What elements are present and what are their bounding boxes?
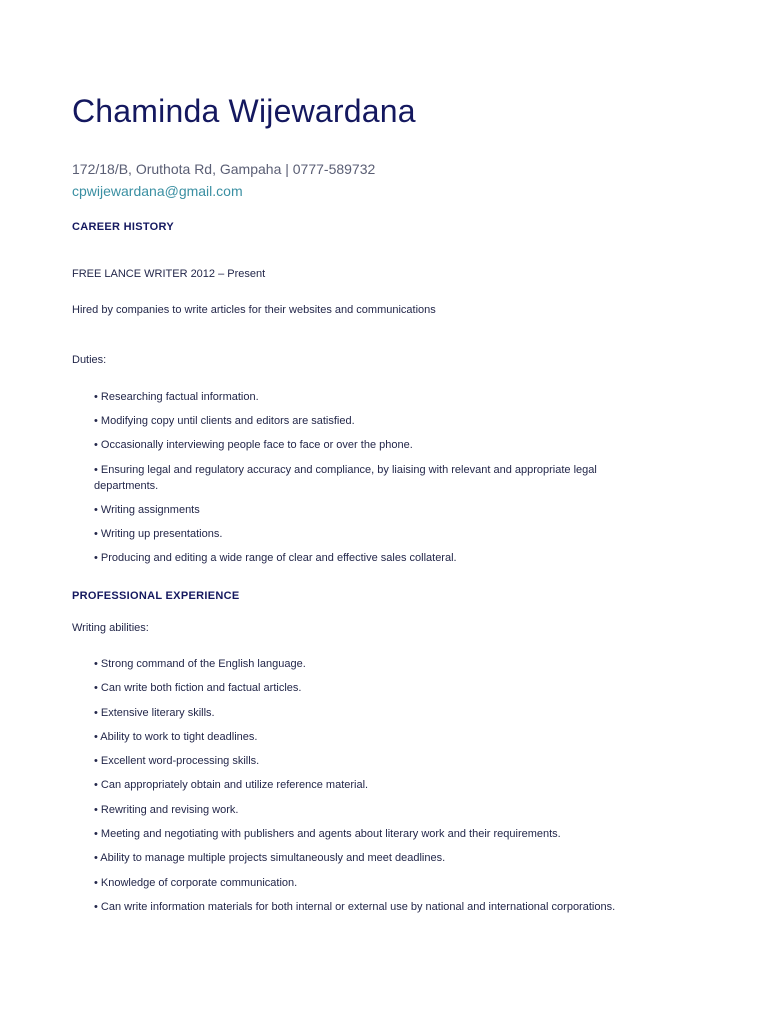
professional-experience-heading: PROFESSIONAL EXPERIENCE bbox=[72, 590, 240, 602]
list-item: • Knowledge of corporate communication. bbox=[94, 876, 298, 889]
abilities-list bbox=[94, 656, 654, 923]
contact-address-phone: 172/18/B, Oruthota Rd, Gampaha | 0777-589732 bbox=[72, 161, 376, 177]
list-item: • Can appropriately obtain and utilize reference material. bbox=[94, 779, 369, 792]
list-item: • Ability to work to tight deadlines. bbox=[94, 730, 258, 743]
career-history-heading: CAREER HISTORY bbox=[72, 221, 174, 233]
list-item: • Extensive literary skills. bbox=[94, 706, 215, 719]
contact-email-link[interactable]: cpwijewardana@gmail.com bbox=[72, 183, 243, 199]
list-item: • Researching factual information. bbox=[94, 391, 259, 403]
job-description: Hired by companies to write articles for their websites and communications bbox=[72, 304, 436, 316]
list-item: • Excellent word-processing skills. bbox=[94, 755, 260, 768]
writing-abilities-label: Writing abilities: bbox=[72, 622, 149, 634]
candidate-name: Chaminda Wijewardana bbox=[72, 93, 416, 129]
list-item: • Writing up presentations. bbox=[94, 527, 223, 540]
list-item: • Writing assignments bbox=[94, 503, 200, 516]
list-item: • Modifying copy until clients and editors are satisfied. bbox=[94, 415, 355, 428]
duties-label: Duties: bbox=[72, 354, 107, 366]
list-item: • Ability to manage multiple projects simultaneously and meet deadlines. bbox=[94, 852, 446, 865]
list-item: • Can write both fiction and factual articles. bbox=[94, 682, 302, 695]
list-item: • Producing and editing a wide range of clear and effective sales collateral. bbox=[94, 552, 457, 565]
list-item: • Occasionally interviewing people face to face or over the phone. bbox=[94, 439, 413, 452]
list-item: • Can write information materials for both internal or external use by national and international corporations. bbox=[94, 900, 616, 913]
job-title: FREE LANCE WRITER 2012 – Present bbox=[72, 268, 266, 280]
list-item: • Strong command of the English language. bbox=[94, 658, 306, 670]
list-item: • Rewriting and revising work. bbox=[94, 803, 239, 816]
list-item: • Meeting and negotiating with publishers and agents about literary work and their requirements. bbox=[94, 828, 561, 841]
list-item: • Ensuring legal and regulatory accuracy and compliance, by liaising with relevant and appropriate legal departments. bbox=[94, 463, 597, 492]
duties-list bbox=[94, 389, 654, 574]
